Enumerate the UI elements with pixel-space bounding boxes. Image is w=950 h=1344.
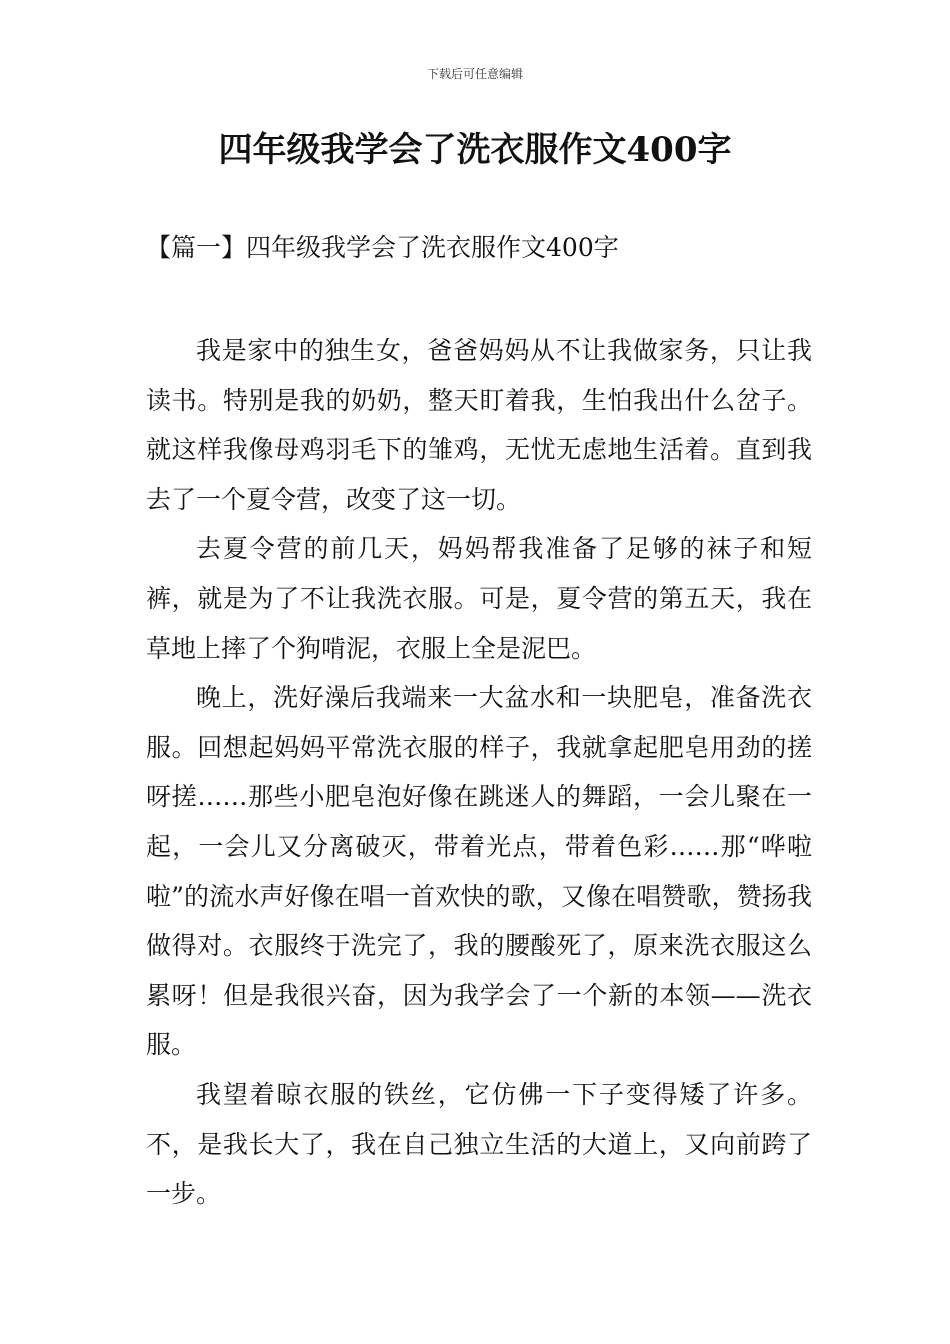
paragraph-4: 我望着晾衣服的铁丝，它仿佛一下子变得矮了许多。不，是我长大了，我在自己独立生活的大道上，又向前跨了一步。 <box>146 1079 812 1209</box>
paragraph-2: 去夏令营的前几天，妈妈帮我准备了足够的袜子和短裤，就是为了不让我洗衣服。可是，夏令营的第五天，我在草地上摔了个狗啃泥，衣服上全是泥巴。 <box>146 534 812 663</box>
header-note: 下载后可任意编辑 <box>426 67 523 81</box>
paragraph-1: 我是家中的独生女，爸爸妈妈从不让我做家务，只让我读书。特别是我的奶奶，整天盯着我，生怕我出什么岔子。就这样我像母鸡羽毛下的雏鸡，无忧无虑地生活着。直到我去了一个夏令营，改变了这一切。 <box>146 336 812 514</box>
body-text <box>146 326 812 1219</box>
paragraph-3: 晚上，洗好澡后我端来一大盆水和一块肥皂，准备洗衣服。回想起妈妈平常洗衣服的样子，我就拿起肥皂用劲的搓呀搓……那些小肥皂泡好像在跳迷人的舞蹈，一会儿聚在一起，一会儿又分离破灭，带着光点，带着色彩……那“哗啦啦”的流水声好像在唱一首欢快的歌，又像在唱赞歌，赞扬我做得对。衣服终于洗完了，我的腰酸死了，原来洗衣服这么累呀！但是我很兴奋，因为我学会了一个新的本领——洗衣服。 <box>146 683 812 1060</box>
section-heading: 【篇一】四年级我学会了洗衣服作文400字 <box>146 233 619 262</box>
document-title: 四年级我学会了洗衣服作文400字 <box>218 130 732 170</box>
